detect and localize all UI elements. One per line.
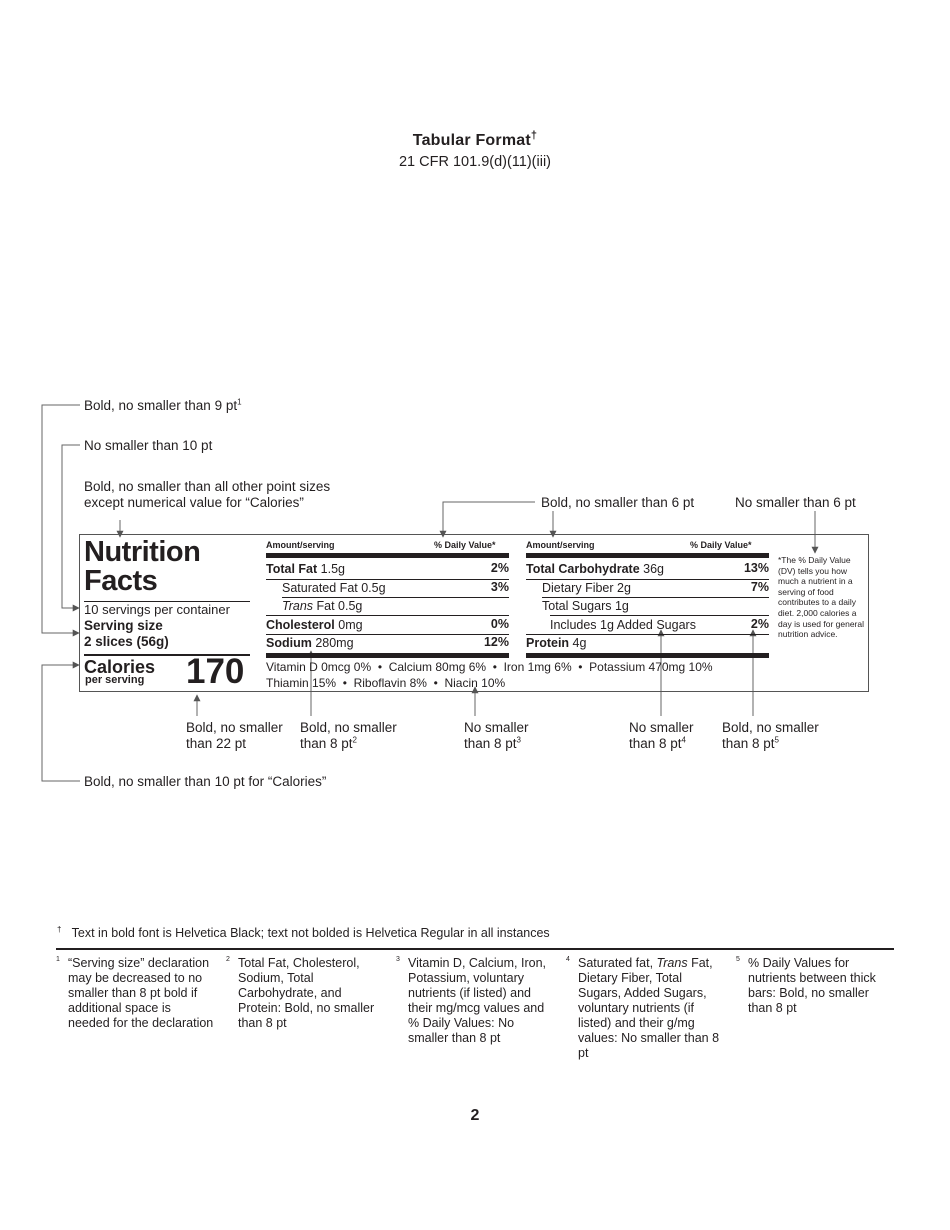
calories-label: Calories [84, 657, 156, 677]
total-fat-row: Total Fat 1.5g [266, 562, 345, 576]
callout-largest-text: Bold, no smaller than all other point sizes except numerical value for “Calories” [84, 479, 331, 510]
saturated-fat-row: Saturated Fat 0.5g [282, 581, 386, 595]
callout-6pt: No smaller than 6 pt [735, 495, 856, 510]
nutrition-facts-label [79, 534, 869, 692]
dietary-fiber-row: Dietary Fiber 2g [542, 581, 631, 595]
added-sugars-row: Includes 1g Added Sugars [550, 618, 696, 632]
callout-bold-22pt: Bold, no smaller than 22 pt [186, 720, 283, 751]
callout-8pt-subnutrients: No smaller than 8 $pt^4$ [629, 720, 694, 751]
callout-bold-6pt: Bold, no smaller than 6 pt [541, 495, 695, 510]
footnote-3: 3 Vitamin D, Calcium, Iron, Potassium, voluntary nutrients (if listed) and their mg/mcg values and % Daily Values: No smaller than 8 pt [396, 956, 547, 1045]
callout-bold-10pt-calories: Bold, no smaller than 10 pt for “Calories” [84, 774, 327, 789]
callout-10pt: No smaller than 10 pt [84, 438, 213, 453]
total-fat-dv: 2% [490, 561, 509, 575]
servings-per-container: 10 servings per container [84, 602, 230, 617]
footnote-5: 5 % Daily Values for nutrients between thick bars: Bold, no smaller than 8 pt [736, 956, 876, 1015]
amount-serving-header-right: Amount/serving [526, 540, 595, 550]
sodium-row: Sodium 280mg [266, 636, 354, 650]
callout-bold-8pt-dv: Bold, no smaller than 8 $pt^5$ [722, 720, 819, 751]
vitamins-line-2: Thiamin 15% • Riboflavin 8% • Niacin 10% [266, 676, 506, 690]
saturated-fat-dv: 3% [490, 580, 509, 594]
vitamins-line-1: Vitamin D 0mcg 0% • Calcium 80mg 6% • Iron 1mg 6% • Potassium 470mg 10% [266, 660, 713, 674]
total-carbohydrate-dv: 13% [743, 561, 769, 575]
per-serving-label: per serving [85, 674, 145, 686]
serving-size-label: Serving size [84, 618, 163, 633]
footnote-4: 4 Saturated fat, Trans Fat, Dietary Fiber, Total Sugars, Added Sugars, voluntary nutrients (if listed) and their g/mg values: No smaller than 8 pt [566, 956, 720, 1060]
amount-serving-header: Amount/serving [266, 540, 335, 550]
dietary-fiber-dv: 7% [750, 580, 769, 594]
cholesterol-row: Cholesterol 0mg [266, 618, 363, 632]
calories-value: 170 [186, 652, 245, 691]
total-sugars-row: Total Sugars 1g [542, 599, 629, 613]
total-carbohydrate-row: Total Carbohydrate 36g [526, 562, 665, 576]
callout-bold-9pt: Bold, no smaller than 9 $pt^1$ [84, 397, 242, 413]
footnote-2: 2 Total Fat, Cholesterol, Sodium, Total Carbohydrate, and Protein: Bold, no smaller than 8 pt [226, 956, 375, 1030]
serving-size-value: 2 slices (56g) [84, 634, 169, 649]
protein-row: Protein 4g [526, 636, 587, 650]
cholesterol-dv: 0% [490, 617, 509, 631]
footnote-divider [56, 948, 894, 950]
font-note: † Text in bold font is Helvetica Black; text not bolded is Helvetica Regular in all instances [57, 924, 550, 940]
cfr-citation: 21 CFR 101.9(d)(11)(iii) [398, 154, 552, 170]
trans-fat-row: Trans Fat 0.5g [282, 599, 363, 613]
footnote-1: 1 “Serving size” declaration may be decreased to no smaller than 8 pt bold if additional space is needed for the declaration [56, 956, 214, 1030]
daily-value-footnote: *The % Daily Value (DV) tells you how much a nutrient in a serving of food contributes to a daily diet. 2,000 calories a day is used for general nutrition advice. [778, 555, 864, 640]
daily-value-header: % Daily Value* [434, 540, 496, 550]
page-title: Tabular Format† [412, 129, 538, 149]
callout-8pt-vitamins: No smaller than 8 $pt^3$ [464, 720, 529, 751]
sodium-dv: 12% [483, 635, 509, 649]
page-number: 2 [470, 1107, 480, 1124]
added-sugars-dv: 2% [750, 617, 769, 631]
nutrition-facts-title: Nutrition Facts [84, 536, 201, 597]
callout-bold-8pt-nutrients: Bold, no smaller than 8 $pt^2$ [300, 720, 397, 751]
daily-value-header-right: % Daily Value* [690, 540, 752, 550]
